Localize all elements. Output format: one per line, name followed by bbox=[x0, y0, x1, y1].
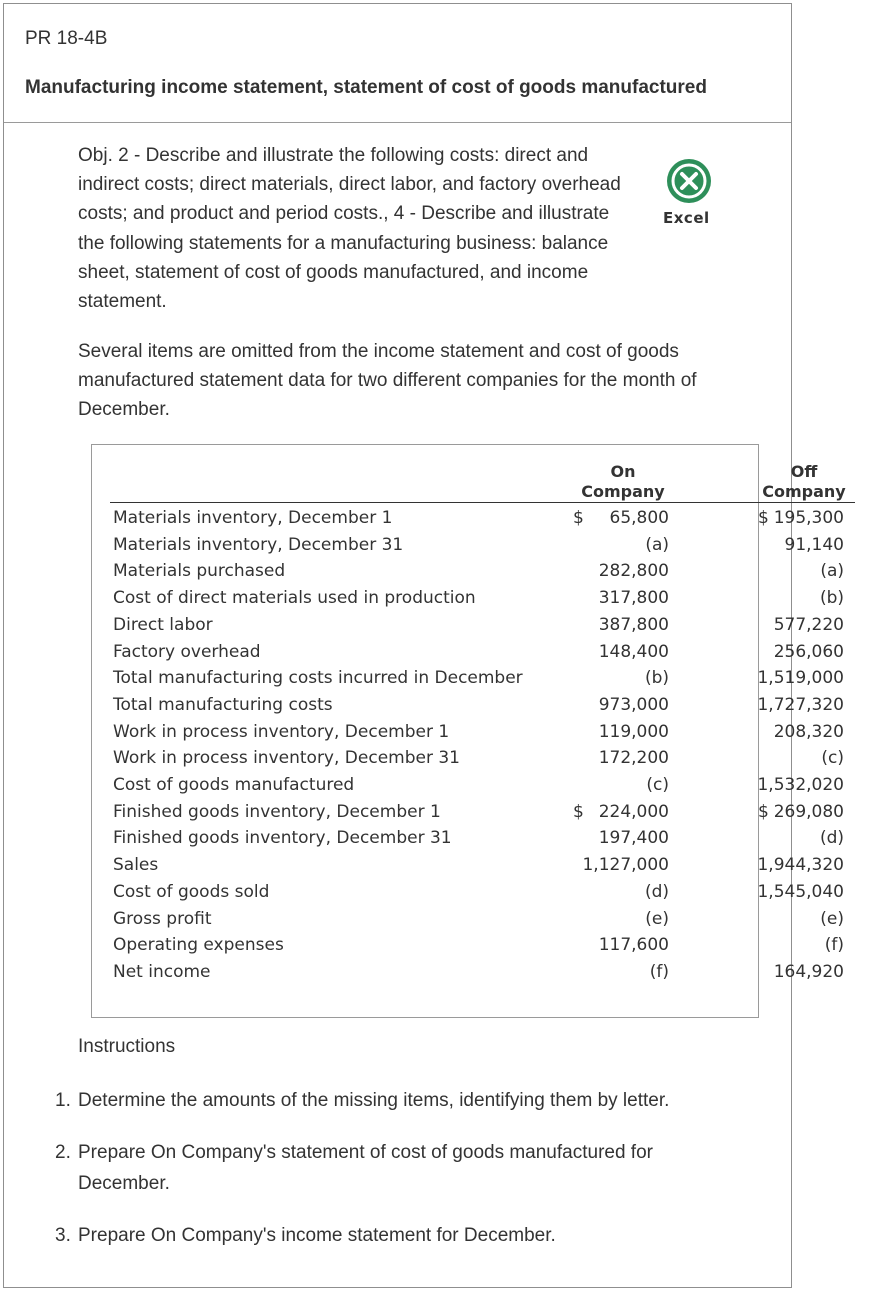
table-row bbox=[110, 668, 855, 695]
column-header-on-line2: Company bbox=[581, 482, 665, 501]
on-company-value: (c) bbox=[646, 775, 669, 795]
on-company-value: (f) bbox=[649, 961, 669, 982]
header-rule bbox=[110, 502, 855, 503]
column-header-on-company bbox=[578, 462, 668, 502]
objective-text: Obj. 2 - Describe and illustrate the following costs: direct and indirect costs; direct materials, direct labor, and factory overhead costs; and product and period costs., 4 - Describe and illustrate the following statements for a manufacturing business: balance sheet, statement of cost of goods manufactured, and income statement. bbox=[78, 145, 621, 313]
off-company-value: 1,532,020 bbox=[757, 775, 844, 795]
off-company-value: 1,727,320 bbox=[757, 694, 844, 715]
row-label: Cost of direct materials used in production bbox=[113, 588, 476, 609]
off-company-value: 1,944,320 bbox=[757, 855, 844, 876]
off-company-value: 208,320 bbox=[773, 721, 844, 742]
on-company-value: 65,800 bbox=[609, 508, 669, 528]
instruction-number: 2. bbox=[55, 1142, 71, 1163]
table-row bbox=[110, 615, 855, 642]
table-row bbox=[110, 882, 855, 909]
on-company-value: 317,800 bbox=[598, 588, 669, 609]
instruction-text: Determine the amounts of the missing items, identifying them by letter. bbox=[78, 1090, 670, 1111]
off-company-value: 195,300 bbox=[773, 508, 844, 528]
row-label: Cost of goods manufactured bbox=[113, 775, 355, 795]
row-label: Total manufacturing costs incurred in December bbox=[113, 668, 523, 689]
off-company-value: 1,545,040 bbox=[757, 881, 844, 902]
row-label: Materials inventory, December 31 bbox=[113, 534, 404, 555]
row-label: Factory overhead bbox=[113, 641, 261, 662]
off-company-value: 577,220 bbox=[773, 614, 844, 635]
row-label: Work in process inventory, December 1 bbox=[113, 721, 450, 742]
heading-block bbox=[4, 58, 791, 123]
row-label: Cost of goods sold bbox=[113, 881, 270, 902]
table-row bbox=[110, 695, 855, 722]
row-label: Direct labor bbox=[113, 614, 213, 635]
problem-heading: Manufacturing income statement, statement of cost of goods manufactured bbox=[25, 77, 707, 98]
table-row bbox=[110, 909, 855, 936]
on-company-value: 117,600 bbox=[598, 935, 669, 956]
instruction-text: Prepare On Company's statement of cost of goods manufactured for December. bbox=[78, 1142, 653, 1194]
row-label: Finished goods inventory, December 31 bbox=[113, 828, 452, 849]
column-header-on-line1: On bbox=[610, 462, 636, 481]
instruction-item bbox=[55, 1137, 715, 1199]
off-company-value: 256,060 bbox=[773, 641, 844, 662]
off-company-value: 269,080 bbox=[773, 801, 844, 822]
row-label: Operating expenses bbox=[113, 935, 284, 956]
table-row bbox=[110, 828, 855, 855]
table-row bbox=[110, 588, 855, 615]
excel-badge[interactable] bbox=[661, 153, 719, 229]
row-label: Materials purchased bbox=[113, 561, 286, 582]
table-row bbox=[110, 561, 855, 588]
on-company-value: (a) bbox=[645, 534, 669, 555]
table-row bbox=[110, 962, 855, 989]
excel-icon bbox=[667, 159, 711, 203]
on-company-value: 172,200 bbox=[598, 748, 669, 769]
table-row bbox=[110, 855, 855, 882]
table-row bbox=[110, 535, 855, 562]
on-company-dollar-sign: $ bbox=[573, 801, 584, 822]
on-company-value: 197,400 bbox=[598, 828, 669, 849]
off-company-value: (a) bbox=[820, 561, 844, 582]
on-company-value: (b) bbox=[644, 668, 669, 689]
row-label: Sales bbox=[113, 855, 159, 876]
column-header-off-line1: Off bbox=[790, 462, 818, 481]
off-company-value: (d) bbox=[819, 828, 844, 849]
off-company-value: 91,140 bbox=[784, 534, 844, 555]
problem-id: PR 18-4B bbox=[25, 28, 108, 49]
table-row bbox=[110, 508, 855, 535]
off-company-value: (f) bbox=[824, 935, 844, 956]
on-company-value: 387,800 bbox=[598, 614, 669, 635]
table-row bbox=[110, 802, 855, 829]
table-row bbox=[110, 748, 855, 775]
row-label: Materials inventory, December 1 bbox=[113, 508, 393, 528]
off-company-value: (b) bbox=[819, 588, 844, 609]
table-row bbox=[110, 722, 855, 749]
row-label: Net income bbox=[113, 961, 211, 982]
row-label: Gross profit bbox=[113, 908, 212, 929]
off-company-dollar-sign: $ bbox=[758, 801, 769, 822]
on-company-value: 148,400 bbox=[598, 641, 669, 662]
on-company-value: 1,127,000 bbox=[582, 855, 669, 876]
instruction-number: 3. bbox=[55, 1225, 71, 1246]
instruction-item bbox=[55, 1220, 715, 1251]
off-company-dollar-sign: $ bbox=[758, 508, 769, 528]
column-header-off-company bbox=[759, 462, 849, 502]
instruction-text: Prepare On Company's income statement for December. bbox=[78, 1225, 556, 1246]
on-company-value: 119,000 bbox=[598, 721, 669, 742]
off-company-value: 1,519,000 bbox=[757, 668, 844, 689]
on-company-value: 224,000 bbox=[598, 801, 669, 822]
off-company-value: (e) bbox=[820, 908, 844, 929]
on-company-value: (d) bbox=[644, 881, 669, 902]
on-company-value: (e) bbox=[645, 908, 669, 929]
row-label: Finished goods inventory, December 1 bbox=[113, 801, 441, 822]
table-row bbox=[110, 935, 855, 962]
instructions-list bbox=[55, 1085, 715, 1272]
table-row bbox=[110, 775, 855, 802]
column-header-off-line2: Company bbox=[762, 482, 846, 501]
intro-text: Several items are omitted from the income statement and cost of goods manufactured statement data for two different companies for the month of December. bbox=[78, 341, 697, 421]
table-row bbox=[110, 642, 855, 669]
instructions-title: Instructions bbox=[78, 1036, 176, 1057]
on-company-dollar-sign: $ bbox=[573, 508, 584, 528]
on-company-value: 282,800 bbox=[598, 561, 669, 582]
on-company-value: 973,000 bbox=[598, 694, 669, 715]
off-company-value: 164,920 bbox=[773, 961, 844, 982]
instruction-number: 1. bbox=[55, 1090, 71, 1111]
excel-label: Excel bbox=[663, 209, 710, 227]
instruction-item bbox=[55, 1085, 715, 1116]
row-label: Work in process inventory, December 31 bbox=[113, 748, 460, 769]
row-label: Total manufacturing costs bbox=[113, 694, 333, 715]
off-company-value: (c) bbox=[821, 748, 844, 769]
